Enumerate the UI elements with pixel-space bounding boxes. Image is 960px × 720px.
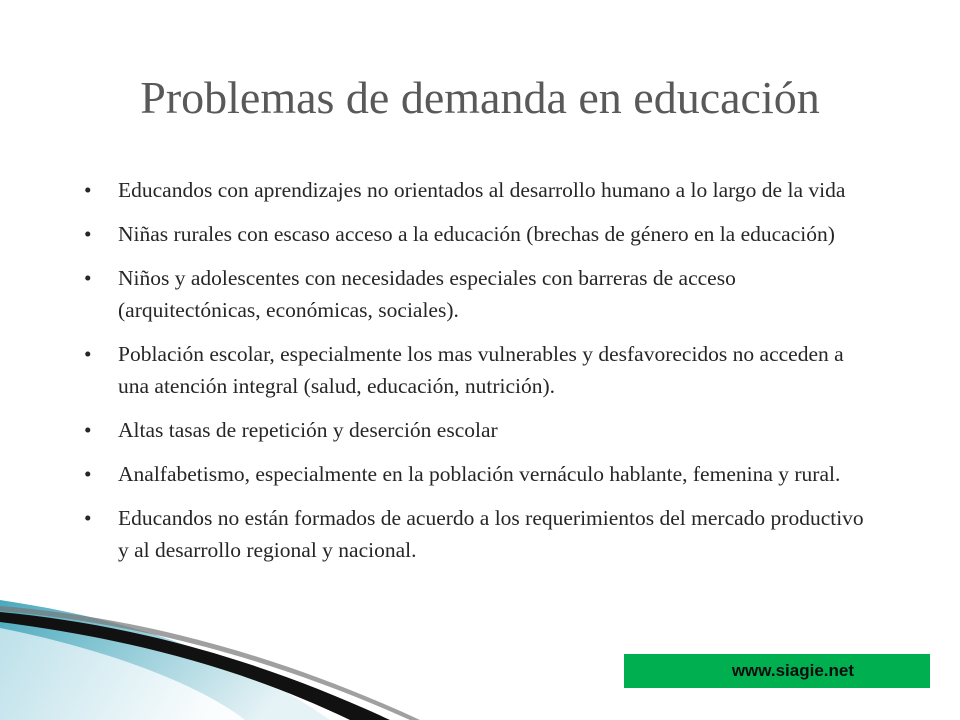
light-swoosh xyxy=(0,628,245,720)
bullet-text: Población escolar, especialmente los mas vulnerables y desfavorecidos no acceden a una atención integral (salud, educación, nutrición). xyxy=(118,342,844,398)
bullet-item xyxy=(80,502,876,566)
teal-swoosh xyxy=(0,600,330,720)
bullet-item xyxy=(80,338,876,402)
bullet-dot: • xyxy=(84,506,92,530)
bullet-text: Educandos con aprendizajes no orientados al desarrollo humano a lo largo de la vida xyxy=(118,178,846,202)
bullet-text: Educandos no están formados de acuerdo a los requerimientos del mercado productivo y al desarrollo regional y nacional. xyxy=(118,506,864,562)
bullet-dot: • xyxy=(84,342,92,366)
slide-title: Problemas de demanda en educación xyxy=(140,72,820,123)
bullet-text: Niñas rurales con escaso acceso a la educación (brechas de género en la educación) xyxy=(118,222,835,246)
bullet-dot: • xyxy=(84,222,92,246)
website-link-badge[interactable]: www.siagie.net xyxy=(624,654,930,688)
gray-swoosh-line xyxy=(0,606,420,720)
bullet-item xyxy=(80,174,876,206)
bullet-item xyxy=(80,458,876,490)
bullet-item xyxy=(80,218,876,250)
bullet-text: Niños y adolescentes con necesidades especiales con barreras de acceso (arquitectónicas, económicas, sociales). xyxy=(118,266,736,322)
bullet-dot: • xyxy=(84,266,92,290)
dark-swoosh xyxy=(0,612,390,720)
bullet-item xyxy=(80,414,876,446)
bullet-dot: • xyxy=(84,178,92,202)
bullet-dot: • xyxy=(84,462,92,486)
bullet-text: Altas tasas de repetición y deserción escolar xyxy=(118,418,498,442)
bullet-list xyxy=(80,174,876,578)
bullet-text: Analfabetismo, especialmente en la población vernáculo hablante, femenina y rural. xyxy=(118,462,841,486)
bullet-dot: • xyxy=(84,418,92,442)
bullet-item xyxy=(80,262,876,326)
